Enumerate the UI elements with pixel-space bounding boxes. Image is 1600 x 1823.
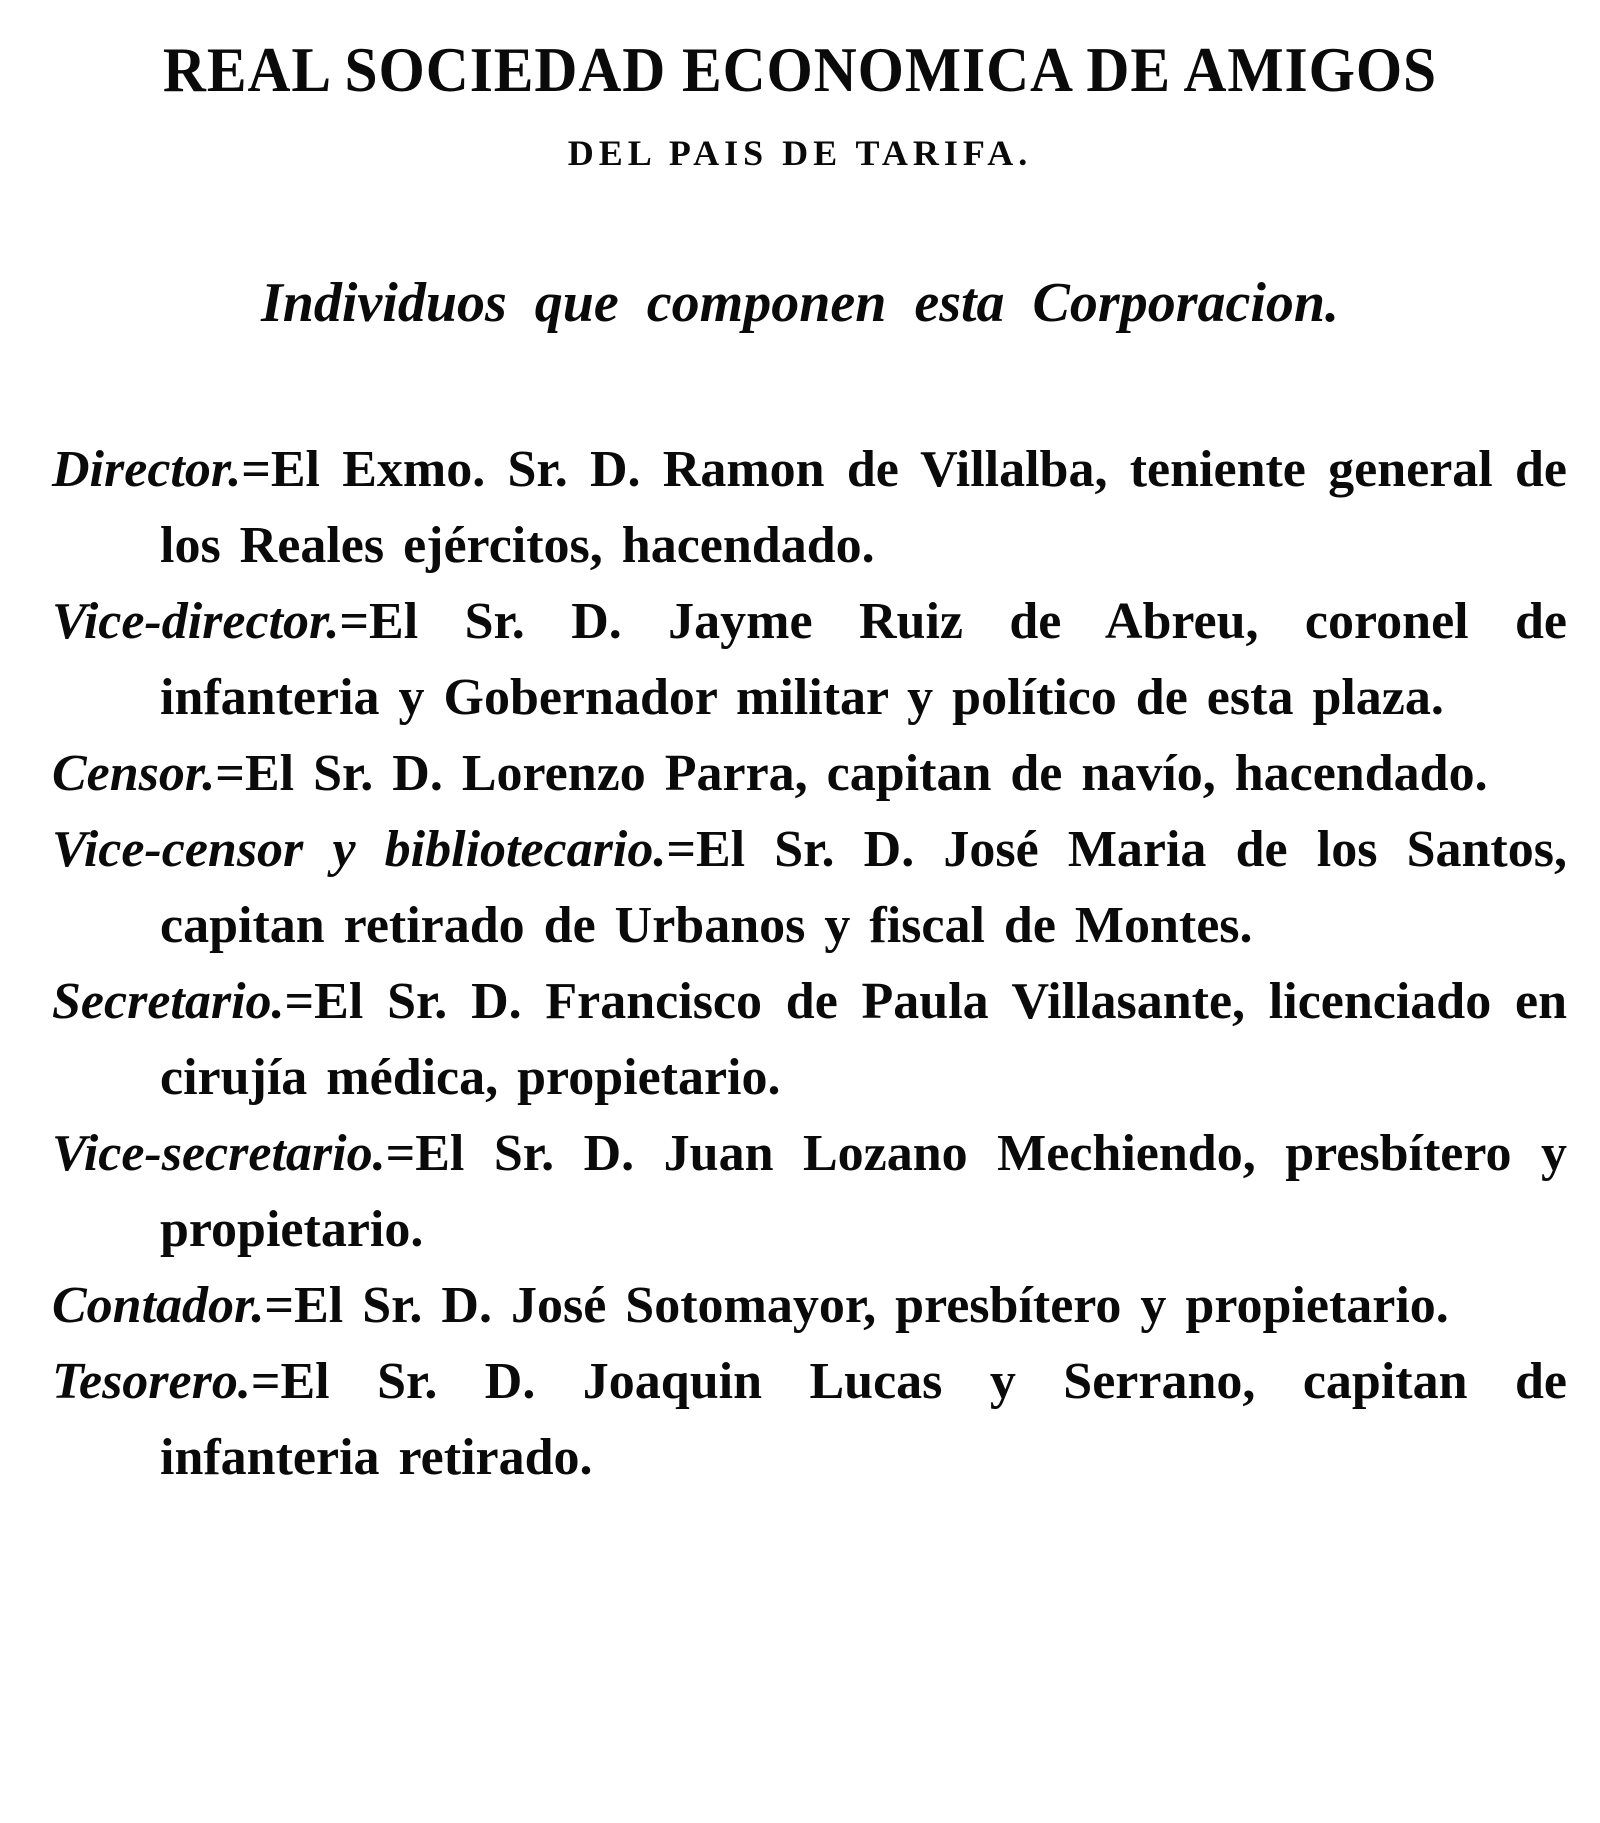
member-entry-director: [52, 432, 1567, 584]
member-description: El Exmo. Sr. D. Ramon de Villalba, teniente general de los Reales ejércitos, hacendado.: [160, 441, 1567, 574]
role-label: Tesorero.: [52, 1353, 251, 1410]
member-description: El Sr. D. Juan Lozano Mechiendo, presbítero y propietario.: [160, 1125, 1567, 1258]
role-label: Secretario.: [52, 973, 285, 1030]
member-description: El Sr. D. Jayme Ruiz de Abreu, coronel de infanteria y Gobernador militar y político de esta plaza.: [160, 593, 1567, 726]
separator: =: [284, 973, 315, 1030]
role-label: Vice-censor y bibliotecario.: [52, 821, 667, 878]
member-description: El Sr. D. José Maria de los Santos, capitan retirado de Urbanos y fiscal de Montes.: [160, 821, 1567, 954]
member-entry-tesorero: [52, 1344, 1567, 1496]
member-list: [52, 432, 1567, 1496]
document-subtitle: DEL PAIS DE TARIFA.: [567, 133, 1033, 173]
member-entry-secretario: [52, 964, 1567, 1116]
separator: =: [666, 821, 696, 878]
member-description: El Sr. D. Joaquin Lucas y Serrano, capitan de infanteria retirado.: [160, 1353, 1567, 1486]
member-description: El Sr. D. Lorenzo Parra, capitan de navío, hacendado.: [244, 745, 1488, 802]
member-entry-vice-censor: [52, 812, 1567, 964]
separator: =: [385, 1125, 416, 1182]
member-description: El Sr. D. Francisco de Paula Villasante, licenciado en cirujía médica, propietario.: [160, 973, 1567, 1106]
separator: =: [264, 1277, 295, 1334]
member-entry-vice-secretario: [52, 1116, 1567, 1268]
member-description: El Sr. D. José Sotomayor, presbítero y propietario.: [294, 1277, 1449, 1334]
role-label: Vice-director.: [52, 593, 340, 650]
role-label: Vice-secretario.: [52, 1125, 386, 1182]
member-entry-censor: [52, 736, 1567, 812]
separator: =: [250, 1353, 281, 1410]
role-label: Contador.: [52, 1277, 265, 1334]
role-label: Censor.: [52, 745, 216, 802]
document-title: REAL SOCIEDAD ECONOMICA DE AMIGOS: [162, 34, 1438, 105]
role-label: Director.: [52, 441, 242, 498]
member-entry-vice-director: [52, 584, 1567, 736]
section-heading: Individuos que componen esta Corporacion.: [260, 272, 1340, 334]
separator: =: [339, 593, 370, 650]
separator: =: [215, 745, 245, 802]
separator: =: [241, 441, 271, 498]
member-entry-contador: [52, 1268, 1567, 1344]
